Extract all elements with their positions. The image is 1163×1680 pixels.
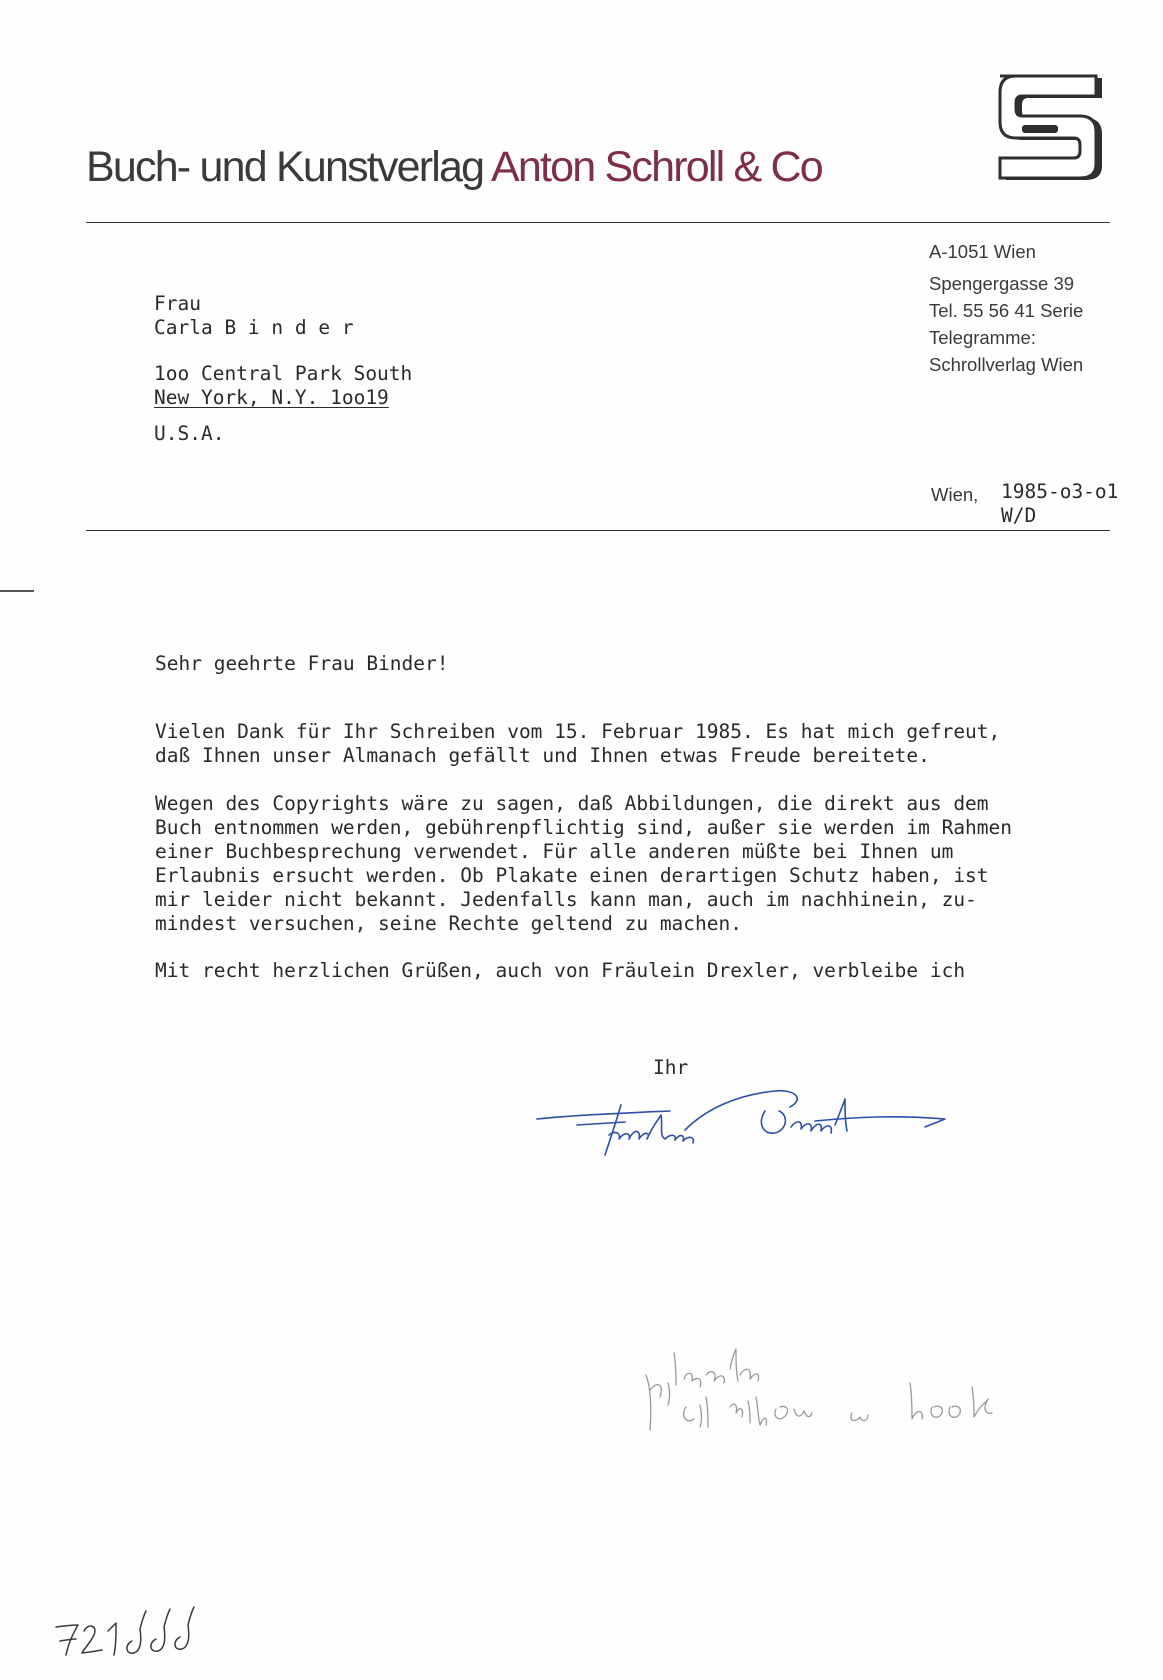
- archive-number: [52, 1605, 212, 1660]
- fold-mark: [0, 590, 34, 592]
- paragraph-thanks: [155, 720, 1115, 768]
- paragraph-line: mindest versuchen, seine Rechte geltend zu machen.: [155, 912, 742, 935]
- recipient-street: 1oo Central Park South: [154, 362, 413, 385]
- recipient-country: U.S.A.: [154, 422, 225, 445]
- letter-salutation: Sehr geehrte Frau Binder!: [155, 652, 449, 675]
- recipient-salutation: Frau: [154, 292, 201, 315]
- letterhead-title: [86, 143, 822, 192]
- recipient-city: New York, N.Y. 1oo19: [154, 386, 389, 409]
- sender-telegram-address: Schrollverlag Wien: [929, 354, 1084, 375]
- sender-phone: Tel. 55 56 41 Serie: [929, 300, 1084, 321]
- closing: Ihr: [653, 1056, 689, 1079]
- paragraph-greeting: [155, 959, 1115, 983]
- signature: [535, 1075, 975, 1165]
- paragraph-line: Erlaubnis ersucht werden. Ob Plakate einen derartigen Schutz haben, ist: [155, 864, 989, 887]
- reference-code: W/D: [1001, 504, 1037, 527]
- paragraph-line: Vielen Dank für Ihr Schreiben vom 15. Februar 1985. Es hat mich gefreut,: [155, 720, 1001, 743]
- sender-city: A-1051 Wien: [929, 241, 1036, 262]
- schroll-s-logo: [992, 70, 1110, 188]
- sender-address: [929, 238, 1083, 378]
- pencil-note: [640, 1335, 1070, 1445]
- paragraph-line: daß Ihnen unser Almanach gefällt und Ihnen etwas Freude bereitete.: [155, 744, 930, 767]
- paragraph-line: einer Buchbesprechung verwendet. Für alle anderen müßte bei Ihnen um: [155, 840, 954, 863]
- sender-street: Spengergasse 39: [929, 273, 1075, 294]
- paragraph-line: Mit recht herzlichen Grüßen, auch von Fräulein Drexler, verbleibe ich: [155, 959, 966, 982]
- paragraph-line: Buch entnommen werden, gebührenpflichtig sind, außer sie werden im Rahmen: [155, 816, 1013, 839]
- recipient-name: Carla B i n d e r: [154, 316, 354, 339]
- paragraph-copyright: [155, 792, 1115, 936]
- letterhead-publisher-type: Buch- und Kunstverlag: [86, 143, 484, 191]
- paragraph-line: mir leider nicht bekannt. Jedenfalls kann man, auch im nachhinein, zu-: [155, 888, 977, 911]
- place: Wien,: [931, 484, 979, 505]
- recipient-address: [154, 292, 412, 446]
- sender-telegram-label: Telegramme:: [929, 327, 1036, 348]
- paragraph-line: Wegen des Copyrights wäre zu sagen, daß Abbildungen, die direkt aus dem: [155, 792, 989, 815]
- address-rule: [86, 530, 1110, 531]
- date: 1985-o3-o1: [1001, 480, 1119, 503]
- letterhead-publisher-name: Anton Schroll & Co: [491, 143, 822, 191]
- header-rule: [86, 222, 1110, 223]
